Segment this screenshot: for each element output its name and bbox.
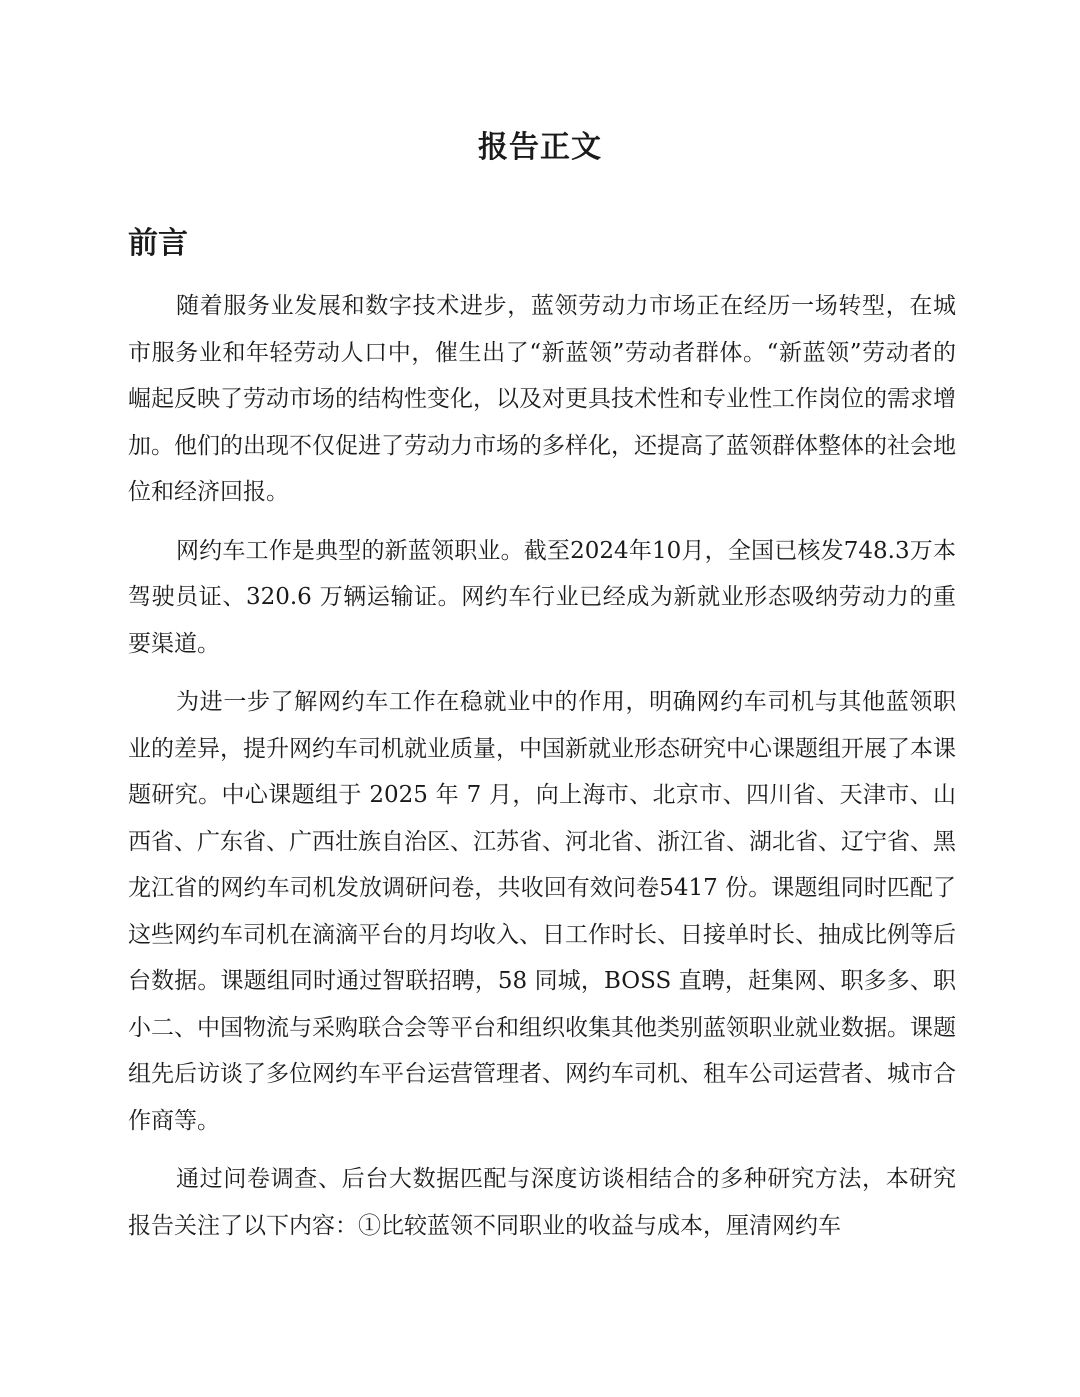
- paragraph-1: 随着服务业发展和数字技术进步，蓝领劳动力市场正在经历一场转型，在城市服务业和年轻劳动人口中，催生出了“新蓝领”劳动者群体。“新蓝领”劳动者的崛起反映了劳动市场的结构性变化，以及对更具技术性和专业性工作岗位的需求增加。他们的出现不仅促进了劳动力市场的多样化，还提高了蓝领群体整体的社会地位和经济回报。: [128, 293, 956, 505]
- paragraph-2: 网约车工作是典型的新蓝领职业。截至2024年10月，全国已核发748.3万本驾驶员证、320.6 万辆运输证。网约车行业已经成为新就业形态吸纳劳动力的重要渠道。: [128, 537, 956, 657]
- body-text: [128, 283, 956, 1261]
- document-title: 报告正文: [478, 130, 602, 165]
- paragraph-3: 为进一步了解网约车工作在稳就业中的作用，明确网约车司机与其他蓝领职业的差异，提升网约车司机就业质量，中国新就业形态研究中心课题组开展了本课题研究。中心课题组于 2025 年 7 月，向上海市、北京市、四川省、天津市、山西省、广东省、广西壮族自治区、江苏省、河北省、浙江省、湖北省、辽宁省、黑龙江省的网约车司机发放调研问卷，共收回有效问卷5417 份。课题组同时匹配了这些网约车司机在滴滴平台的月均收入、日工作时长、日接单时长、抽成比例等后台数据。课题组同时通过智联招聘，58 同城，BOSS 直聘，赶集网、职多多、职小二、中国物流与采购联合会等平台和组织收集其他类别蓝领职业就业数据。课题组先后访谈了多位网约车平台运营管理者、网约车司机、租车公司运营者、城市合作商等。: [128, 689, 956, 1134]
- section-heading: 前言: [128, 226, 188, 261]
- paragraph-4: 通过问卷调查、后台大数据匹配与深度访谈相结合的多种研究方法，本研究报告关注了以下内容：①比较蓝领不同职业的收益与成本，厘清网约车: [128, 1166, 956, 1239]
